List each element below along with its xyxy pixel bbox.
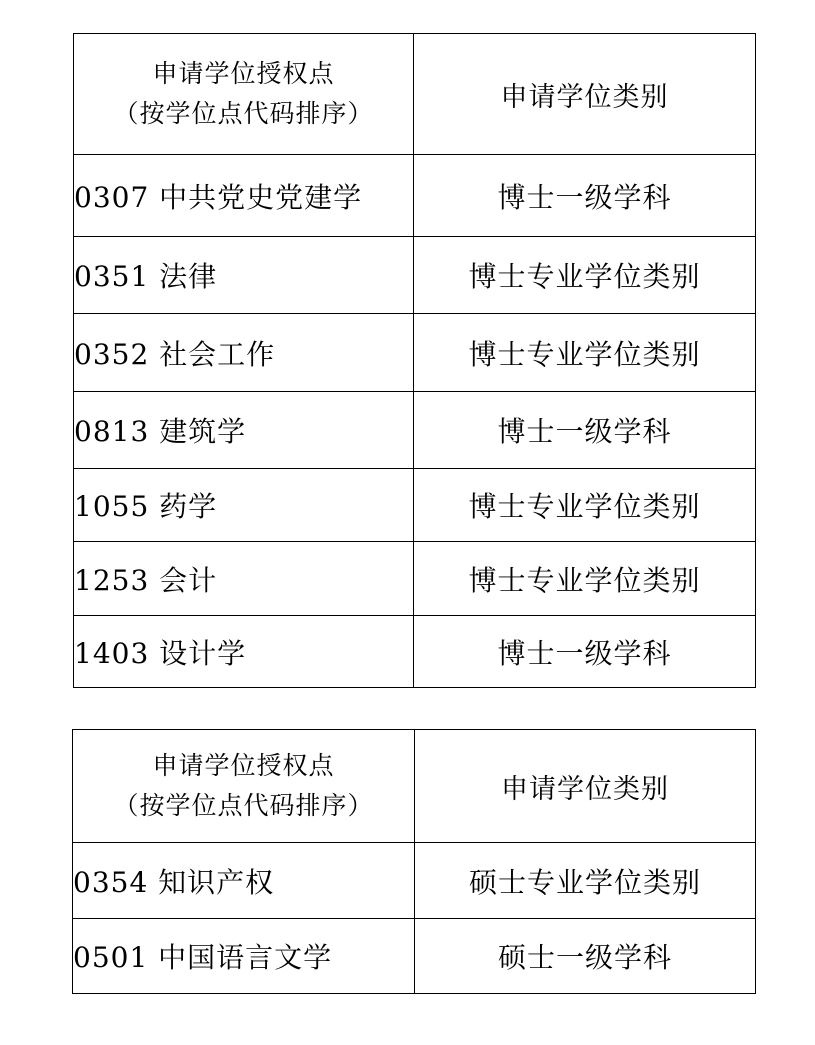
- authorization-point-cell: 0351 法律: [74, 237, 414, 314]
- table-row: [74, 469, 756, 542]
- degree-type-cell: 博士一级学科: [414, 155, 756, 237]
- table-header-row: [73, 730, 756, 843]
- table-row: [74, 237, 756, 314]
- header-point-line1: 申请学位授权点: [152, 751, 335, 780]
- header-point-line2: （按学位点代码排序）: [113, 791, 374, 820]
- table-row: [74, 392, 756, 469]
- header-point-line2: （按学位点代码排序）: [113, 99, 374, 128]
- authorization-point-cell: 0354 知识产权: [73, 843, 415, 919]
- authorization-point-cell: 0352 社会工作: [74, 314, 414, 392]
- header-degree-type: 申请学位类别: [414, 34, 756, 155]
- doctoral-degree-table: [73, 33, 756, 688]
- header-degree-type: 申请学位类别: [415, 730, 756, 843]
- degree-type-cell: 博士专业学位类别: [414, 314, 756, 392]
- degree-type-cell: 硕士一级学科: [415, 919, 756, 994]
- table-row: [74, 314, 756, 392]
- table-row: [74, 542, 756, 616]
- table-row: [73, 843, 756, 919]
- table-row: [74, 155, 756, 237]
- header-authorization-point: [74, 34, 414, 155]
- authorization-point-cell: 0307 中共党史党建学: [74, 155, 414, 237]
- degree-type-cell: 硕士专业学位类别: [415, 843, 756, 919]
- header-authorization-point: [73, 730, 415, 843]
- authorization-point-cell: 1403 设计学: [74, 616, 414, 688]
- authorization-point-cell: 1055 药学: [74, 469, 414, 542]
- degree-type-cell: 博士一级学科: [414, 616, 756, 688]
- table-row: [73, 919, 756, 994]
- degree-type-cell: 博士专业学位类别: [414, 542, 756, 616]
- table-header-row: [74, 34, 756, 155]
- masters-degree-table: [72, 729, 756, 994]
- header-point-line1: 申请学位授权点: [152, 59, 335, 88]
- table-row: [74, 616, 756, 688]
- degree-type-cell: 博士专业学位类别: [414, 469, 756, 542]
- authorization-point-cell: 1253 会计: [74, 542, 414, 616]
- degree-type-cell: 博士专业学位类别: [414, 237, 756, 314]
- authorization-point-cell: 0813 建筑学: [74, 392, 414, 469]
- degree-type-cell: 博士一级学科: [414, 392, 756, 469]
- authorization-point-cell: 0501 中国语言文学: [73, 919, 415, 994]
